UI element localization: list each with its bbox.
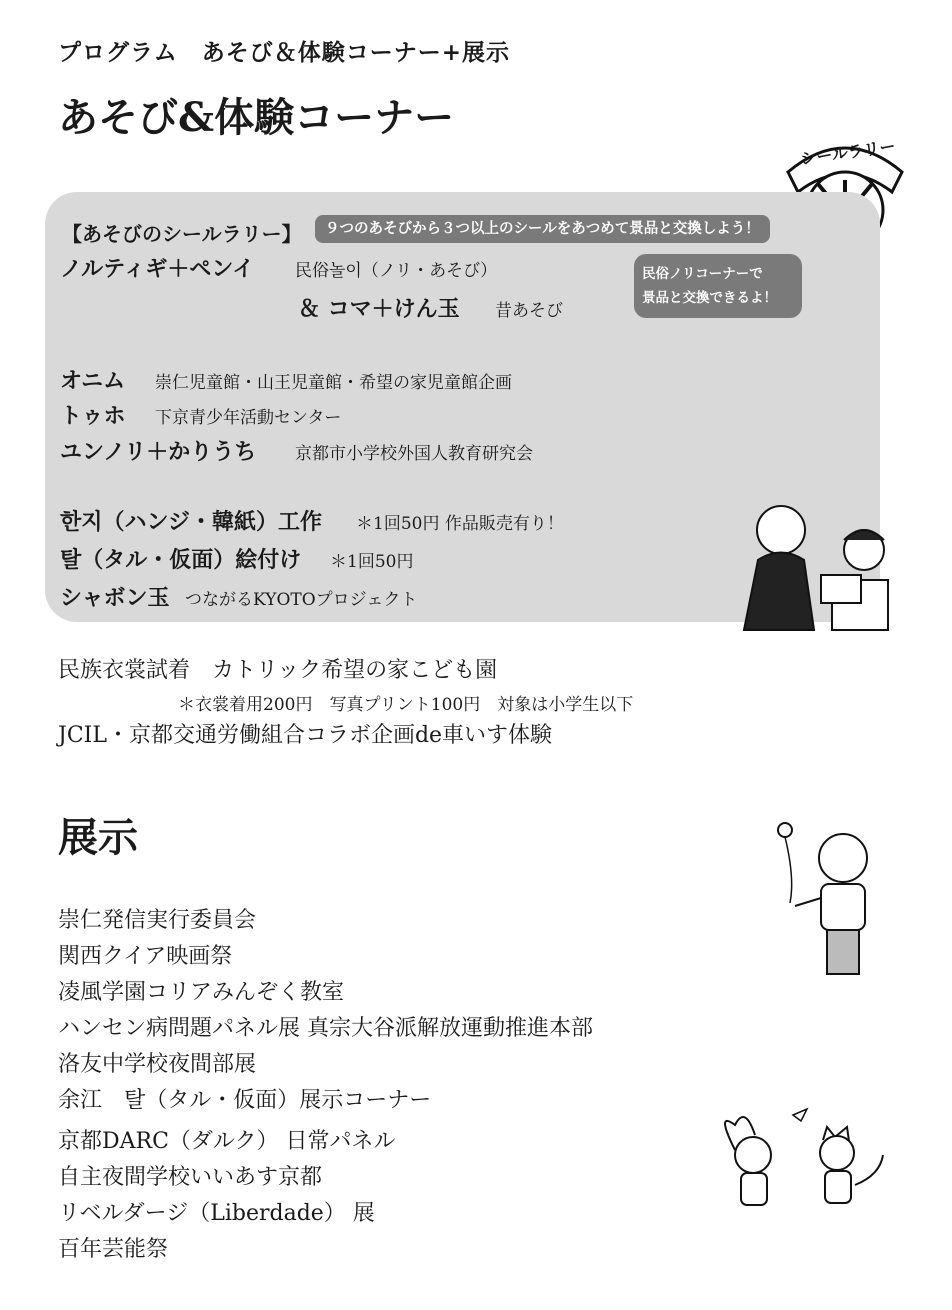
activity-desc: 京都市小学校外国人教育研究会 — [295, 444, 533, 464]
section-title-tenji: 展示 — [58, 814, 138, 861]
extra-item: JCIL・京都交通労働組合コラボ企画de車いす体験 — [58, 723, 553, 748]
activity-name: ＆ コマ＋けん玉 — [298, 296, 460, 322]
exhibit-item: ハンセン病問題パネル展 真宗大谷派解放運動推進本部 — [58, 1016, 593, 1041]
activity-desc: 昔あそび — [495, 301, 563, 321]
extra-item: 民族衣裳試着 カトリック希望の家こども園 — [58, 658, 498, 683]
activity-name: 한지（ハンジ・韓紙）工作 — [60, 509, 322, 535]
sticker-rally-badge-text: シールラリー — [799, 136, 897, 169]
activity-name: シャボン玉 — [60, 585, 170, 611]
exhibit-item: 洛友中学校夜間部展 — [58, 1052, 257, 1077]
exhibit-item: 凌風学園コリアみんぞく教室 — [58, 980, 345, 1005]
exhibit-item: 余江 탈（タル・仮面）展示コーナー — [58, 1088, 432, 1113]
children-illustration-icon — [736, 500, 906, 640]
exhibit-item: 百年芸能祭 — [58, 1237, 169, 1262]
program-header: プログラム あそび＆体験コーナー+展示 — [58, 39, 511, 66]
activity-desc: つながるKYOTOプロジェクト — [185, 590, 418, 610]
exhibit-item: 関西クイア映画祭 — [58, 944, 233, 969]
minzoku-note-line1: 民俗ノリコーナーで — [642, 266, 763, 282]
activity-desc: 崇仁児童館・山王児童館・希望の家児童館企画 — [155, 373, 512, 393]
extra-note: ＊衣裳着用200円 写真プリント100円 対象は小学生以下 — [178, 695, 634, 715]
rally-label: 【あそびのシールラリー】 — [62, 222, 302, 246]
activity-desc: ＊1回50円 作品販売有り！ — [356, 514, 564, 534]
activity-name: ノルティギ＋ペンイ — [60, 256, 255, 282]
activity-desc: 民俗놀이（ノリ・あそび） — [295, 261, 498, 281]
activity-name: トゥホ — [60, 403, 126, 429]
exhibit-item: 崇仁発信実行委員会 — [58, 908, 257, 933]
kendama-kid-illustration-icon — [775, 818, 885, 980]
activity-name: オニム — [60, 368, 126, 394]
activity-desc: 下京青少年活動センター — [155, 408, 342, 428]
activity-name: 탈（タル・仮面）絵付け — [60, 547, 302, 573]
exhibit-item: 京都DARC（ダルク） 日常パネル — [58, 1129, 396, 1154]
section-title-asobi: あそび&体験コーナー — [58, 94, 455, 141]
rabbit-cat-illustration-icon — [705, 1105, 890, 1220]
activity-name: ユンノリ＋かりうち — [60, 439, 257, 465]
activity-desc: ＊1回50円 — [330, 552, 414, 572]
minzoku-note-line2: 景品と交換できるよ！ — [642, 290, 777, 306]
exhibit-item: リベルダージ（Liberdade） 展 — [58, 1201, 375, 1226]
exhibit-item: 自主夜間学校いいあす京都 — [58, 1165, 323, 1190]
rally-note-badge: ９つのあそびから３つ以上のシールをあつめて景品と交換しよう！ — [315, 215, 770, 243]
minzoku-note-badge — [634, 254, 802, 318]
